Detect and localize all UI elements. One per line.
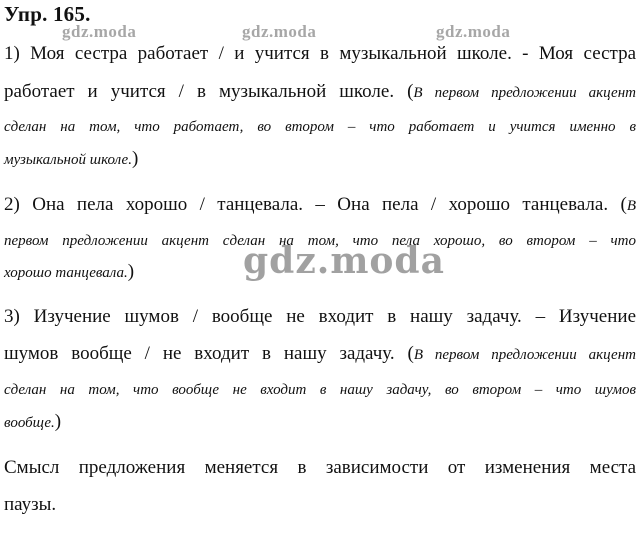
watermark-large: gdz.moda <box>243 240 445 282</box>
paragraph-1-line-3 <box>4 114 636 139</box>
explanation-note: В <box>626 198 636 214</box>
paragraph-1-line-4 <box>4 147 636 172</box>
paragraph-3-line-2 <box>4 342 636 367</box>
paragraph-2-line-1 <box>4 193 636 218</box>
sentence-text: 2) Она пела хорошо / танцевала. – Она пела / хорошо танцевала. ( <box>4 194 627 215</box>
paragraph-2-line-2 <box>4 228 636 253</box>
closing-paren: ) <box>54 411 62 432</box>
sentence-text: работает и учится / в музыкальной школе. ( <box>4 81 414 102</box>
exercise-title: Упр. 165. <box>4 2 91 26</box>
conclusion-line-2: паузы. <box>4 494 57 515</box>
sentence-text: шумов вообще / не входит в нашу задачу. ( <box>4 343 414 364</box>
paragraph-1-line-2 <box>4 80 636 105</box>
paragraph-1-line-1: 1) Моя сестра работает / и учится в музыкальной школе. - Моя сестра <box>4 43 636 64</box>
paragraph-3-line-1: 3) Изучение шумов / вообще не входит в нашу задачу. – Изучение <box>4 306 636 327</box>
explanation-note: сделан на том, что вообще не входит в нашу задачу, во втором – что шумов <box>4 382 636 398</box>
paragraph-2-line-3 <box>4 260 636 285</box>
explanation-note: сделан на том, что работает, во втором – что работает и учится именно в <box>4 119 636 135</box>
watermark: gdz.moda <box>436 22 511 41</box>
closing-paren: ) <box>127 261 135 282</box>
watermark: gdz.moda <box>242 22 317 41</box>
explanation-note: вообще. <box>4 415 55 431</box>
explanation-note: В первом предложении акцент <box>413 347 636 363</box>
explanation-note: В первом предложении акцент <box>413 85 636 101</box>
explanation-note: первом предложении акцент сделан на том, что пела хорошо, во втором – что <box>4 233 636 249</box>
explanation-note: музыкальной школе. <box>4 152 132 168</box>
closing-paren: ) <box>131 148 139 169</box>
watermark: gdz.moda <box>62 22 137 41</box>
explanation-note: хорошо танцевала. <box>4 265 128 281</box>
paragraph-3-line-4 <box>4 410 636 435</box>
conclusion-line-1: Смысл предложения меняется в зависимости от изменения места <box>4 457 636 478</box>
paragraph-3-line-3 <box>4 377 636 402</box>
